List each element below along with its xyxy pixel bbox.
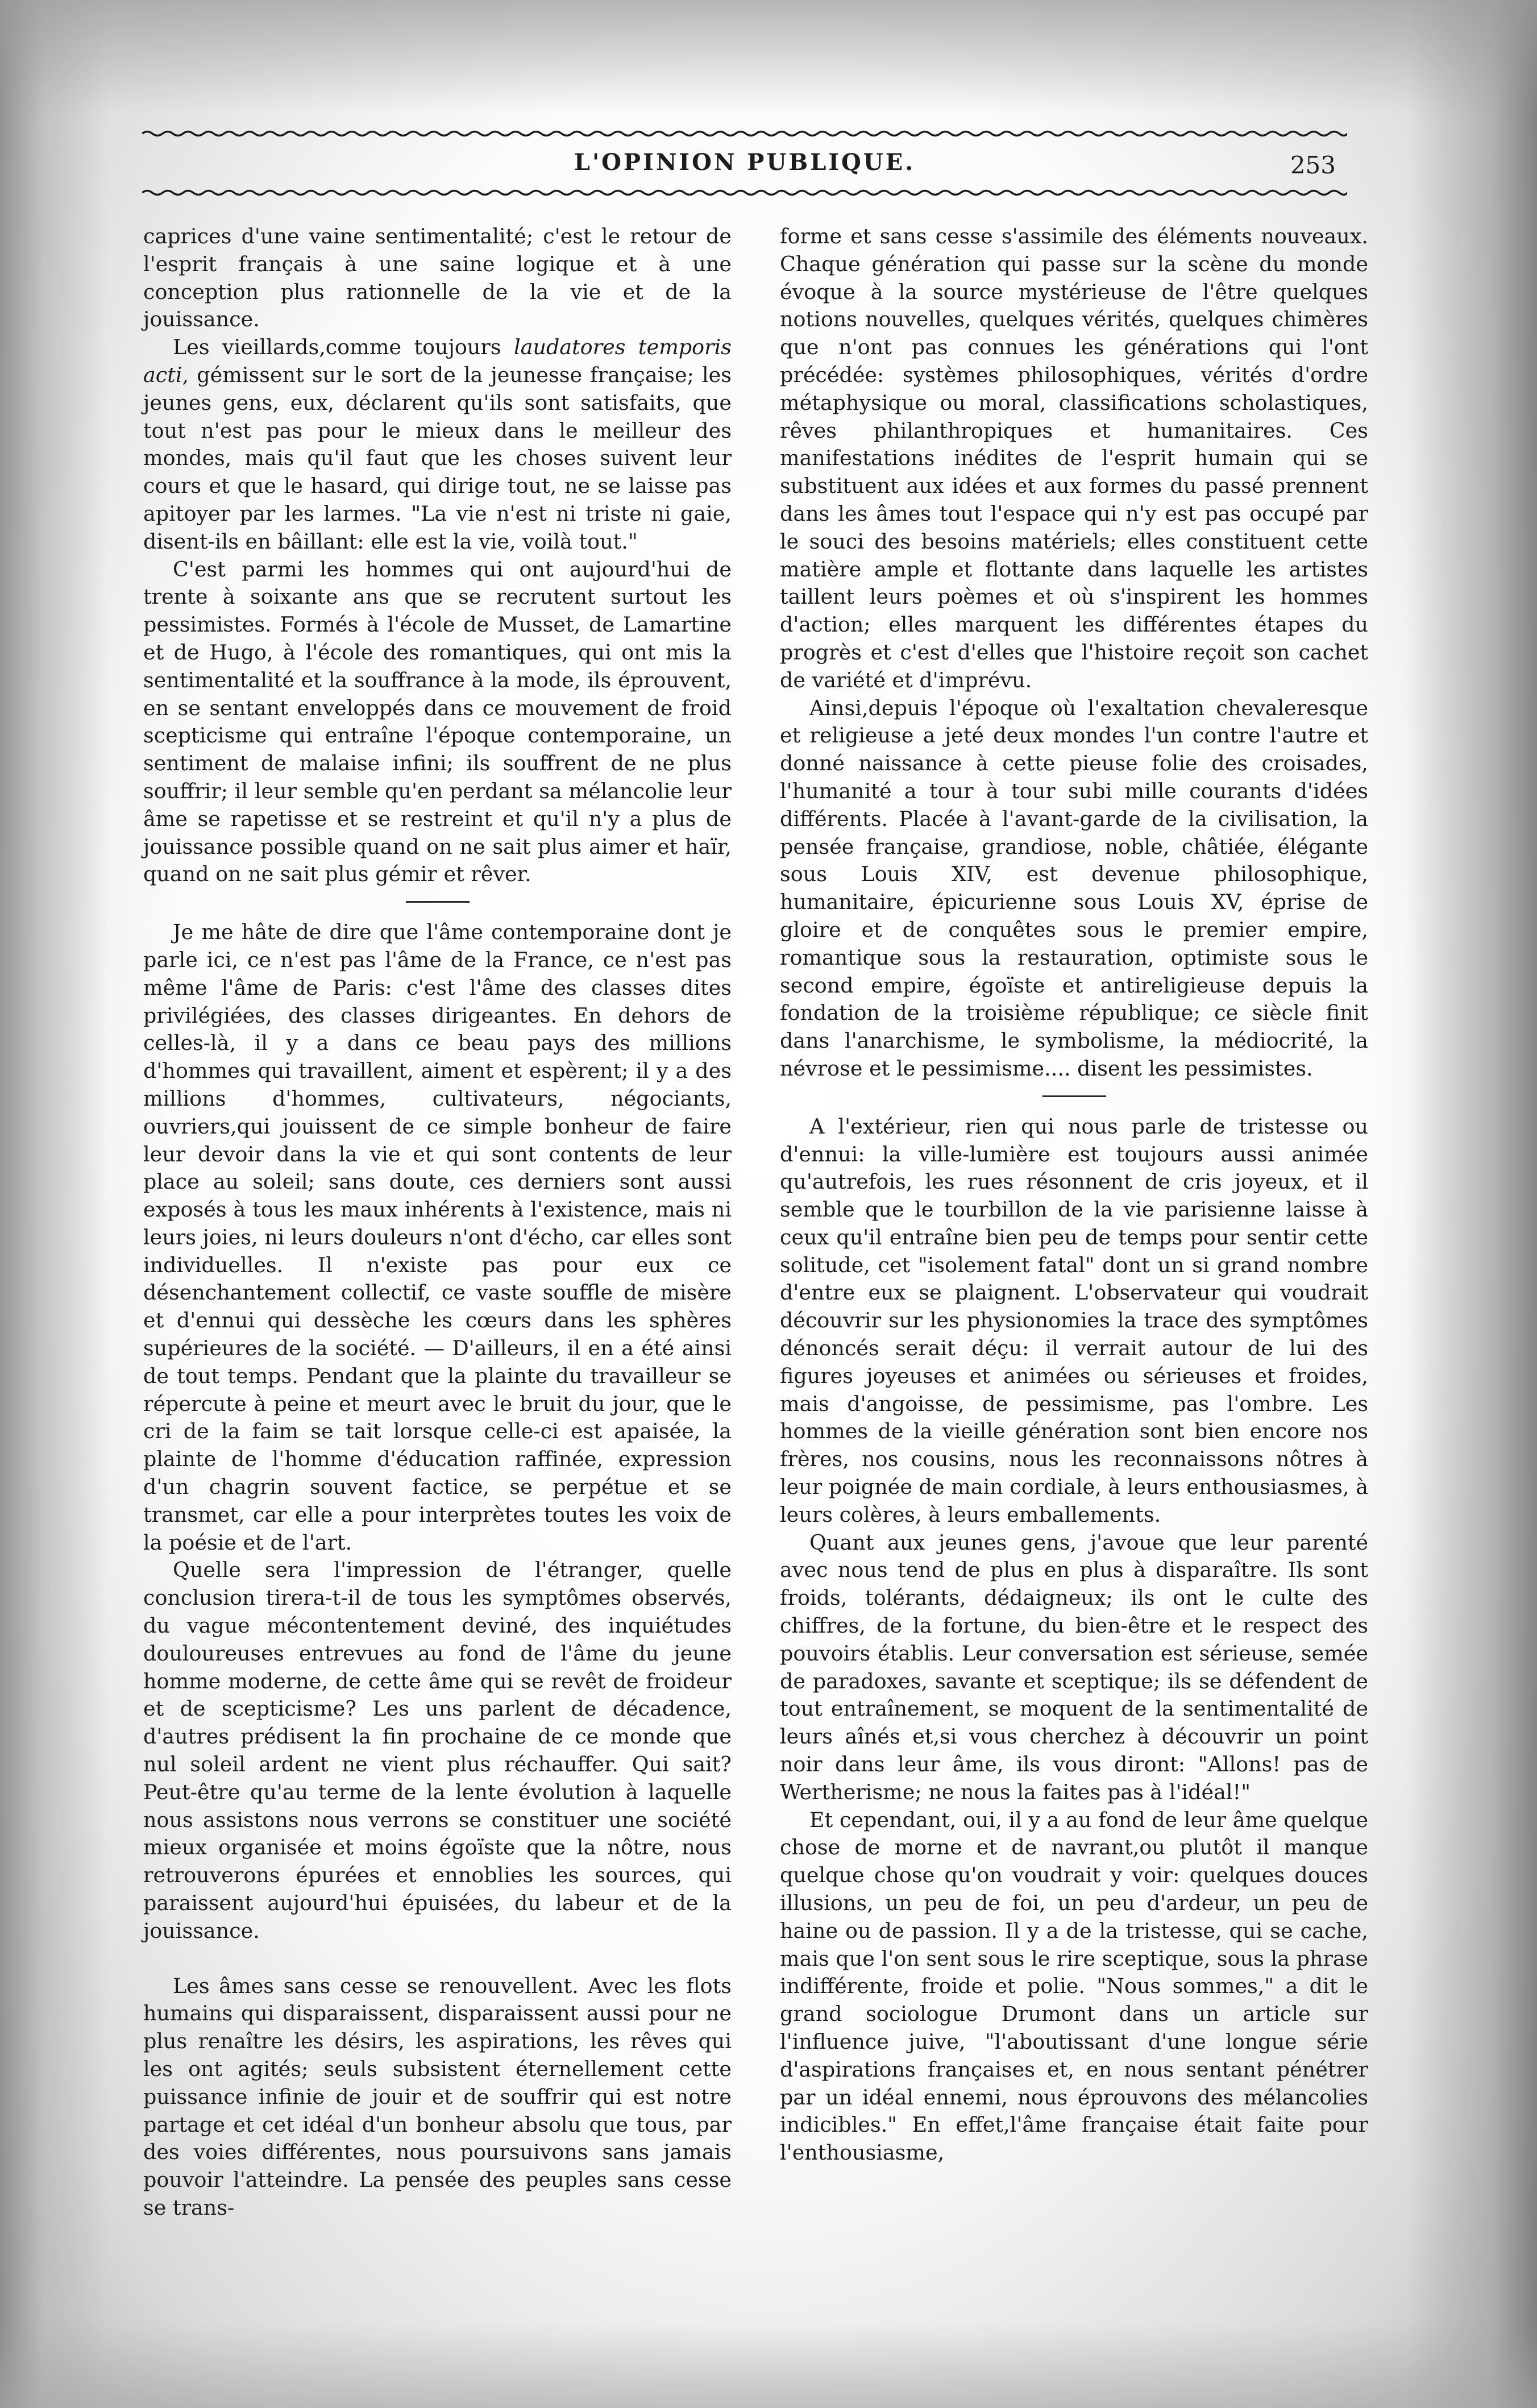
left-column xyxy=(143,223,732,2222)
right-column xyxy=(780,223,1368,2167)
latin-quote: laudatores temporis acti xyxy=(143,335,732,387)
paragraph: C'est parmi les hommes qui ont aujourd'hui de trente à soixante ans que se recrutent surtout les pessimistes. Formés à l'école de Musset, de Lamartine et de Hugo, à l'école des romantiques, qui ont mis la sentimentalité et la souffrance à la mode, ils éprouvent, en se sentant enveloppés dans ce mouvement de froid scepticisme qui entraîne l'époque contemporaine, un sentiment de malaise infini; ils souffrent de ne plus souffrir; il leur semble qu'en perdant sa mélancolie leur âme se rapetisse et se restreint et qu'il n'y a plus de jouissance possible quand on ne sait plus aimer et haïr, quand on ne sait plus gémir et rêver. xyxy=(143,557,732,887)
paragraph: Et cependant, oui, il y a au fond de leur âme quelque chose de morne et de navrant,ou plutôt il manque quelque chose qu'on voudrait y voir: quelques douces illusions, un peu de foi, un peu d'ardeur, un peu de haine ou de passion. Il y a de la tristesse, qui se cache, mais que l'on sent sous le rire sceptique, sous la phrase indifférente, froide et polie. "Nous sommes," a dit le grand sociologue Drumont dans un article sur l'influence juive, "l'aboutissant d'une longue série d'aspirations françaises et, en nous sentant pénétrer par un idéal ennemi, nous éprouvons des mélancolies indicibles." En effet,l'âme française était faite pour l'enthousiasme, xyxy=(780,1807,1368,2165)
paragraph-text: Les vieillards,comme toujours xyxy=(173,335,514,360)
scan-shadow-right xyxy=(1406,0,1537,2408)
paragraph: Quelle sera l'impression de l'étranger, quelle conclusion tirera-t-il de tous les symptômes observés, du vague mécontentement deviné, des inquiétudes douloureuses entrevues au fond de l'âme du jeune homme moderne, de cette âme qui se revêt de froideur et de scepticisme? Les uns parlent de décadence, d'autres prédisent la fin prochaine de ce monde que nul soleil ardent ne vient plus réchauffer. Qui sait? Peut-être qu'au terme de la lente évolution à laquelle nous assistons nous verrons se constituer une société mieux organisée et moins égoïste que la nôtre, nous retrouverons épurées et ennoblies les sources, qui paraissent aujourd'hui épuisées, du labeur et de la jouissance. xyxy=(143,1558,732,1943)
paragraph: Je me hâte de dire que l'âme contemporaine dont je parle ici, ce n'est pas l'âme de la France, ce n'est pas même l'âme de Paris: c'est l'âme des classes dites privilégiées, des classes dirigeantes. En dehors de celles-là, il y a dans ce beau pays des millions d'hommes qui travaillent, aiment et espèrent; il y a des millions d'hommes, cultivateurs, négociants, ouvriers,qui jouissent de ce simple bonheur de faire leur devoir dans la vie et qui sont contents de leur place au soleil; sans doute, ces derniers sont aussi exposés à tous les maux inhérents à l'existence, mais ni leurs joies, ni leurs douleurs n'ont d'écho, car elles sont individuelles. Il n'existe pas pour eux ce désenchantement collectif, ce vaste souffle de misère et d'ennui qui dessèche les cœurs dans les sphères supérieures de la société. — D'ailleurs, il en a été ainsi de tout temps. Pendant que la plainte du travailleur se répercute à peine et meurt avec le bruit du jour, que le cri de la faim se tait lorsque celle-ci est apaisée, la plainte de l'homme d'éducation raffinée, expression d'un chagrin souvent factice, se perpétue et se transmet, car elle a pour interprètes toutes les voix de la poésie et de l'art. xyxy=(143,920,732,1555)
paragraph xyxy=(143,334,732,555)
section-separator xyxy=(1042,1095,1106,1097)
running-header xyxy=(142,149,1347,189)
top-wavy-rule xyxy=(142,130,1347,138)
section-separator xyxy=(406,901,470,903)
paragraph-text: , gémissent sur le sort de la jeunesse française; les jeunes gens, eux, déclarent qu'ils sont satisfaits, que tout n'est pas pour le mieux dans le meilleur des mondes, mais qu'il faut que les choses suivent leur cours et que le hasard, qui dirige tout, ne se laisse pas apitoyer par les larmes. "La vie n'est ni triste ni gaie, disent-ils en bâillant: elle est la vie, voilà tout." xyxy=(143,362,732,554)
scan-shadow-left xyxy=(0,0,108,2408)
paragraph: Ainsi,depuis l'époque où l'exaltation chevaleresque et religieuse a jeté deux mondes l'un contre l'autre et donné naissance à cette pieuse folie des croisades, l'humanité a tour à tour subi mille courants d'idées différents. Placée à l'avant-garde de la civilisation, la pensée française, grandiose, noble, châtiée, élégante sous Louis XIV, est devenue philosophique, humanitaire, épicurienne sous Louis XV, éprise de gloire et de conquêtes sous le premier empire, romantique sous la restauration, optimiste sous le second empire, égoïste et antireligieuse depuis la fondation de la troisième république; ce siècle finit dans l'anarchisme, le symbolisme, la médiocrité, la névrose et le pessimisme.... disent les pessimistes. xyxy=(780,695,1368,1081)
bottom-wavy-rule xyxy=(142,189,1347,197)
paragraph: forme et sans cesse s'assimile des éléments nouveaux. Chaque génération qui passe sur la scène du monde évoque à la source mystérieuse de l'être quelques notions nouvelles, quelques vérités, quelques chimères que n'ont pas connues les générations qui l'ont précédée: systèmes philosophiques, vérités d'ordre métaphysique ou moral, classifications scholastiques, rêves philanthropiques et humanitaires. Ces manifestations inédites de l'esprit humain qui se substituent aux idées et aux formes du passé prennent dans les âmes tout l'espace qui n'y est pas occupé par le souci des besoins matériels; elles constituent cette matière ample et flottante dans laquelle les artistes taillent leurs poèmes et où s'inspirent les hommes d'action; elles marquent les différentes étapes du progrès et c'est d'elles que l'histoire reçoit son cachet de variété et d'imprévu. xyxy=(780,224,1368,692)
scan-shadow-bottom xyxy=(0,2323,1537,2408)
paragraph: caprices d'une vaine sentimentalité; c'est le retour de l'esprit français à une saine logique et à une conception plus rationnelle de la vie et de la jouissance. xyxy=(143,224,732,332)
paragraph: Les âmes sans cesse se renouvellent. Avec les flots humains qui disparaissent, disparaissent aussi pour ne plus renaître les désirs, les aspirations, les rêves qui les ont agités; seuls subsistent éternellement cette puissance infinie de jouir et de souffrir qui est notre partage et cet idéal d'un bonheur absolu que tous, par des voies différentes, nous poursuivons sans jamais pouvoir l'atteindre. La pensée des peuples sans cesse se trans- xyxy=(143,1973,732,2220)
paragraph: Quant aux jeunes gens, j'avoue que leur parenté avec nous tend de plus en plus à disparaître. Ils sont froids, tolérants, dédaigneux; ils ont le culte des chiffres, de la fortune, du bien-être et le respect des pouvoirs établis. Leur conversation est sérieuse, semée de paradoxes, savante et sceptique; ils se défendent de tout entraînement, se moquent de la sentimentalité de leurs aînés et,si vous cherchez à découvrir un point noir dans leur âme, ils vous diront: "Allons! pas de Wertherisme; ne nous la faites pas à l'idéal!" xyxy=(780,1530,1368,1804)
paragraph: A l'extérieur, rien qui nous parle de tristesse ou d'ennui: la ville-lumière est toujours aussi animée qu'autrefois, les rues résonnent de cris joyeux, et il semble que le tourbillon de la vie parisienne laisse à ceux qu'il entraîne bien peu de temps pour sentir cette solitude, cet "isolement fatal" dont un si grand nombre d'entre eux se plaignent. L'observateur qui voudrait découvrir sur les physionomies la trace des symptômes dénoncés serait déçu: il verrait autour de lui des figures joyeuses et animées ou sérieuses et froides, mais d'angoisse, de pessimisme, pas l'ombre. Les hommes de la vieille génération sont bien encore nos frères, nos cousins, nous les reconnaissons nôtres à leur poignée de main cordiale, à leurs enthousiasmes, à leurs colères, à leurs emballements. xyxy=(780,1114,1368,1527)
page-number: 253 xyxy=(1290,151,1336,179)
scan-shadow-top xyxy=(0,0,1537,114)
running-title: L'OPINION PUBLIQUE. xyxy=(574,149,916,176)
